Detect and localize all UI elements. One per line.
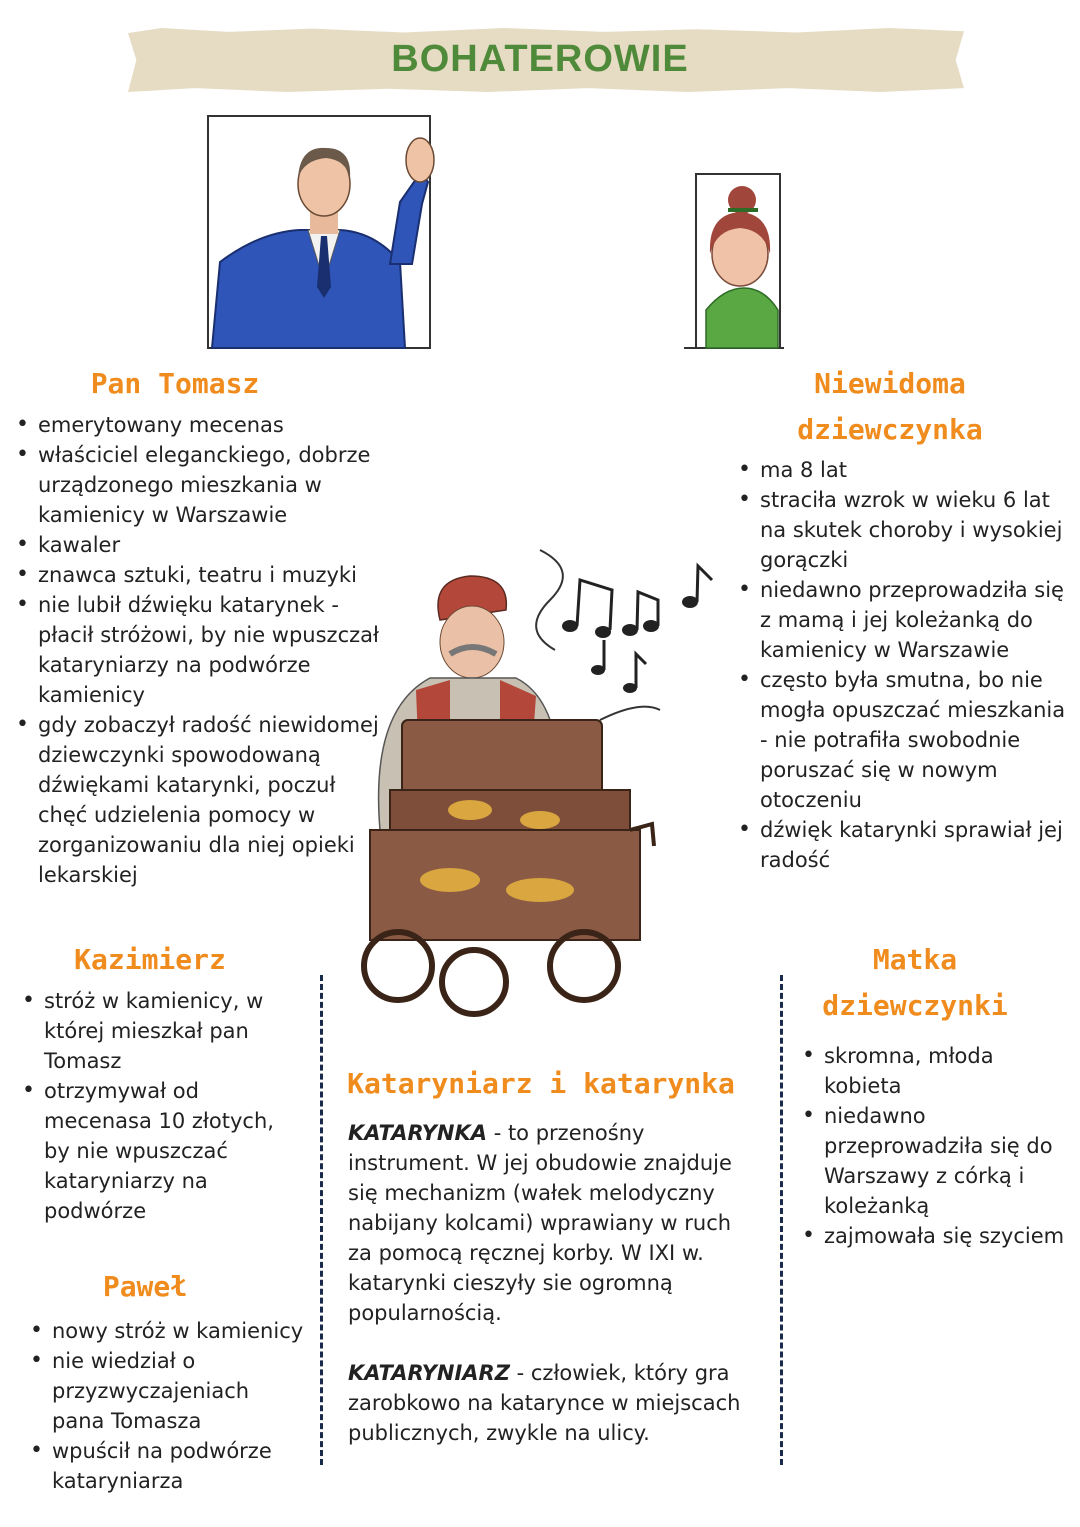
dziewczynka-heading-line2: dziewczynka [797, 413, 983, 446]
list-item: • zajmowała się szyciem [802, 1221, 1074, 1251]
dziewczynka-heading-line1: Niewidoma [814, 367, 966, 400]
list-item: • otrzymywał od mecenasa 10 złotych, by nie wpuszczać kataryniarzy na podwórze [22, 1076, 306, 1226]
list-item: • skromna, młoda kobieta [802, 1041, 1074, 1101]
kazimierz-list [22, 986, 306, 1226]
list-item: • niedawno przeprowadziła się z mamą i jej koleżanką do kamienicy w Warszawie [738, 575, 1070, 665]
list-item: • niedawno przeprowadziła się do Warszawy z córką i koleżanką [802, 1101, 1074, 1221]
kataryniarz-description [348, 1118, 758, 1448]
list-item: • kawaler [16, 530, 380, 560]
matka-list [802, 1041, 1074, 1251]
kataryniarz-text: - człowiek, który gra zarobkowo na katarynce w miejscach publicznych, zwykle na ulicy. [348, 1361, 741, 1445]
dziewczynka-list [738, 455, 1070, 875]
list-item: • nowy stróż w kamienicy [30, 1316, 306, 1346]
katarynka-text: - to przenośny instrument. W jej obudowie znajduje się mechanizm (wałek melodyczny nabijany kolcami) wprawiany w ruch za pomocą ręcznej korby. W IXI w. katarynki cieszyły sie ogromną popularnością. [348, 1121, 732, 1325]
matka-heading-line2: dziewczynki [822, 989, 1008, 1022]
pan-tomasz-heading: Pan Tomasz [90, 367, 260, 400]
kataryniarz-term: KATARYNIARZ [348, 1361, 510, 1385]
list-item: • emerytowany mecenas [16, 410, 380, 440]
list-item: • nie lubił dźwięku katarynek - płacił stróżowi, by nie wpuszczał kataryniarzy na podwórze kamienicy [16, 590, 380, 710]
divider-left [320, 975, 323, 1465]
divider-right [780, 975, 783, 1465]
list-item: • często była smutna, bo nie mogła opuszczać mieszkania - nie potrafiła swobodnie poruszać się w nowym otoczeniu [738, 665, 1070, 815]
dziewczynka-illustration [684, 170, 784, 352]
pan-tomasz-illustration [200, 112, 450, 352]
kataryniarz-illustration [340, 530, 730, 1025]
list-item: • gdy zobaczył radość niewidomej dziewczynki spowodowaną dźwiękami katarynki, poczuł chęć udzielenia pomocy w zorganizowaniu dla niej opieki lekarskiej [16, 710, 380, 890]
dziewczynka-heading [760, 361, 1020, 453]
list-item: • znawca sztuki, teatru i muzyki [16, 560, 380, 590]
list-item: • stróż w kamienicy, w której mieszkał pan Tomasz [22, 986, 306, 1076]
kazimierz-heading: Kazimierz [74, 943, 226, 976]
list-item: • ma 8 lat [738, 455, 1070, 485]
matka-heading [800, 937, 1030, 1029]
pawel-list [30, 1316, 306, 1496]
list-item: • dźwięk katarynki sprawiał jej radość [738, 815, 1070, 875]
matka-heading-line1: Matka [872, 943, 958, 976]
katarynka-definition [348, 1118, 758, 1328]
kataryniarz-heading: Kataryniarz i katarynka [347, 1067, 735, 1100]
pan-tomasz-list [16, 410, 380, 890]
list-item: • straciła wzrok w wieku 6 lat na skutek choroby i wysokiej gorączki [738, 485, 1070, 575]
list-item: • nie wiedział o przyzwyczajeniach pana Tomasza [30, 1346, 306, 1436]
list-item: • wpuścił na podwórze kataryniarza [30, 1436, 306, 1496]
katarynka-term: KATARYNKA [348, 1121, 488, 1145]
pawel-heading: Paweł [102, 1270, 188, 1303]
kataryniarz-definition [348, 1358, 758, 1448]
list-item: • właściciel eleganckiego, dobrze urządzonego mieszkania w kamienicy w Warszawie [16, 440, 380, 530]
page-title: BOHATEROWIE [391, 38, 689, 80]
